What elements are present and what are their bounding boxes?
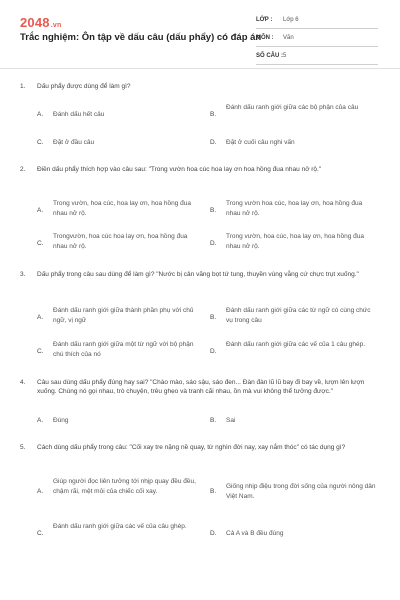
meta-label: LỚP : bbox=[256, 17, 273, 23]
option-letter: A. bbox=[37, 488, 44, 495]
option-text: Trong vườn, hoa cúc, hoa lay ơn, hoa hồng đua nhau nở rộ. bbox=[226, 233, 365, 251]
option-text: Đánh dấu ranh giới giữa thành phần phụ với chủ ngữ, vị ngữ bbox=[53, 307, 194, 325]
meta-row-count bbox=[256, 50, 378, 65]
question-number: 3. bbox=[20, 271, 26, 278]
option-letter: D. bbox=[210, 139, 217, 146]
option-text: Đánh dấu ranh giới giữa các vế của câu ghép. bbox=[53, 523, 187, 530]
quiz-meta bbox=[256, 14, 378, 68]
meta-value: Văn bbox=[283, 35, 294, 41]
option-letter: B. bbox=[210, 207, 217, 214]
question-text: Dấu phẩy được dùng để làm gì? bbox=[37, 83, 131, 90]
question-text: Câu sau dùng dấu phẩy đúng hay sai? "Chào mào, sáo sậu, sáo đen... Đàn đàn lũ lũ bay đi bay về, lượn lên lượn xuống. Chúng nó gọi nhau, trò chuyện, trêu ghẹo và tranh cãi nhau, ồn mà vui không thể tưởng được." bbox=[37, 379, 365, 396]
option-letter: B. bbox=[210, 488, 217, 495]
option-text: Giúp người đọc liên tưởng tới nhịp quay đều đều, chậm rãi, mệt mỏi của chiếc cối xay. bbox=[53, 478, 196, 496]
option-text: Sai bbox=[226, 417, 236, 424]
meta-label: SỐ CÂU : bbox=[256, 53, 283, 59]
site-logo[interactable] bbox=[20, 15, 61, 30]
option-text: Trong vườn, hoa cúc, hoa lay ơn, hoa hồng đua nhau nở rộ. bbox=[53, 200, 192, 218]
question-text: Dấu phẩy trong câu sau dùng để làm gì? "Nước bị cản văng bọt tứ tung, thuyền vùng vằng cứ chực trụt xuống." bbox=[37, 271, 359, 278]
meta-label: MÔN : bbox=[256, 35, 274, 41]
meta-row-subject bbox=[256, 32, 378, 47]
question-number: 4. bbox=[20, 379, 26, 386]
question-text: Cách dùng dấu phẩy trong câu: "Cối xay tre nặng nề quay, từ nghìn đời nay, xay nắm thóc" có tác dụng gì? bbox=[37, 444, 346, 451]
header-divider bbox=[0, 68, 400, 69]
option-text: Đúng bbox=[53, 417, 69, 424]
option-letter: C. bbox=[37, 240, 44, 247]
logo-text: 2048 bbox=[20, 15, 50, 30]
option-text: Giống nhịp điệu trong đời sống của người nông dân Việt Nam. bbox=[226, 483, 376, 501]
option-text: Cả A và B đều đúng bbox=[226, 530, 284, 537]
question-number: 2. bbox=[20, 166, 26, 173]
option-text: Trong vườn hoa cúc, hoa lay ơn, hoa hồng đua nhau nở rộ. bbox=[226, 200, 363, 218]
question-number: 1. bbox=[20, 83, 26, 90]
option-text: Đánh dấu ranh giới giữa các vế của 1 câu ghép. bbox=[226, 341, 366, 348]
option-letter: C. bbox=[37, 139, 44, 146]
option-text: Đánh dấu ranh giới giữa các bộ phận của câu bbox=[226, 104, 359, 111]
meta-value: Lớp 6 bbox=[283, 17, 299, 23]
option-letter: D. bbox=[210, 348, 217, 355]
option-letter: A. bbox=[37, 314, 44, 321]
option-text: Đặt ở cuối câu nghi vấn bbox=[226, 139, 295, 146]
option-letter: A. bbox=[37, 417, 44, 424]
option-letter: D. bbox=[210, 240, 217, 247]
option-letter: B. bbox=[210, 314, 217, 321]
option-text: Đánh dấu ranh giới giữa các từ ngữ có cùng chức vụ trong câu bbox=[226, 307, 371, 325]
option-letter: B. bbox=[210, 111, 217, 118]
option-letter: C. bbox=[37, 530, 44, 537]
option-letter: D. bbox=[210, 530, 217, 537]
question-number: 5. bbox=[20, 444, 26, 451]
option-text: Trongvườn, hoa cúc hoa lay ơn, hoa hồng đua nhau nở rộ. bbox=[53, 233, 188, 251]
header bbox=[0, 0, 400, 64]
meta-value: 5 bbox=[283, 53, 287, 59]
option-letter: C. bbox=[37, 348, 44, 355]
option-text: Đặt ở đầu câu bbox=[53, 139, 95, 146]
quiz-title: Trắc nghiệm: Ôn tập về dấu câu (dấu phẩy) có đáp án bbox=[20, 32, 262, 43]
option-letter: A. bbox=[37, 207, 44, 214]
logo-suffix: .vn bbox=[50, 22, 62, 29]
option-letter: B. bbox=[210, 417, 217, 424]
option-text: Đánh dấu hết câu bbox=[53, 111, 105, 118]
meta-row-class bbox=[256, 14, 378, 29]
question-text: Điền dấu phẩy thích hợp vào câu sau: "Trong vườn hoa cúc hoa lay ơn hoa hồng đua nhau nở rộ." bbox=[37, 166, 322, 173]
option-letter: A. bbox=[37, 111, 44, 118]
option-text: Đánh dấu ranh giới giữa một từ ngữ với bộ phận chú thích của nó bbox=[53, 341, 194, 359]
